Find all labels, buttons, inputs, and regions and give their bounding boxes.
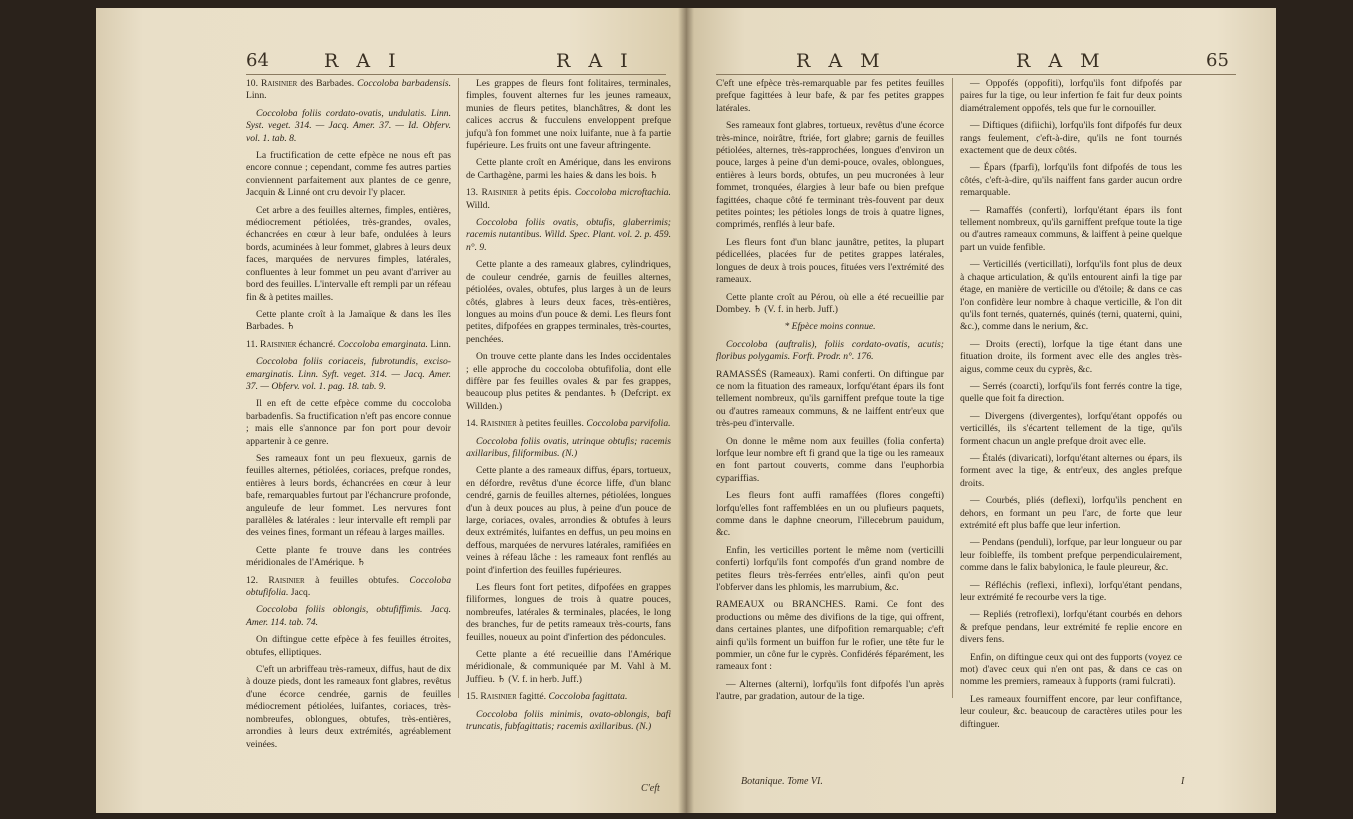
article-start: RAMEAUX ou BRANCHES. Rami. Ce font des productions ou même des divifions de la tige, qui offrent, dans certaines plantes, une difpofition remarquable; c'eft ainfi qu'ils forment un buiffon fur le rofier, une tête fur le pommier, un cône fur le cyprès. Confidérés féparément, les rameaux font : — [716, 599, 944, 673]
paragraph: — Oppofés (oppofiti), lorfqu'ils font difpofés par paires fur la tige, ou leur infertion fe fait fur deux points diamétralement oppofés, tels que fur le cornouiller. — [960, 78, 1182, 114]
paragraph: Les grappes de fleurs font folitaires, terminales, fimples, fouvent alternes fur les jeunes rameaux, munies de fleurs petites, blanchâtres, & dont les calices accrus & fucculens enveloppent prefque jufqu'à fon fommet une noix luifante, nue à fa partie fupérieure. Les fruits ont une faveur aftringente. — [466, 78, 671, 152]
column-rule — [458, 78, 459, 698]
synonymy: Coccoloba foliis minimis, ovato-oblongis, bafi truncatis, fubfagittatis; racemis axillaribus. (N.) — [466, 708, 671, 733]
synonymy: Coccoloba foliis coriaceis, fubrotundis, exciso-emarginatis. Linn. Syft. veget. 314. — Jacq. Amer. 37. — Obferv. vol. 1. pag. 18. tab. 9. — [246, 356, 451, 392]
paragraph: Enfin, les verticilles portent le même nom (verticilli conferti) lorfqu'ils font compofés d'un grand nombre de petites fleurs très-ferrées entr'elles, ainfi qu'on peut l'obferver dans les phlomis, les marrubium, &c. — [716, 544, 944, 594]
entry-tail: Jacq. — [290, 587, 311, 599]
entry-rest: à feuilles obtufes. — [315, 574, 400, 586]
entry-latin: Coccoloba emarginata. — [337, 338, 428, 350]
entry-latin: Coccoloba fagittata. — [548, 691, 628, 703]
page-number: 64 — [246, 50, 269, 71]
species-entry — [246, 575, 451, 600]
right-page — [686, 8, 1276, 813]
synonymy: Coccoloba foliis oblongis, obtufiffimis. Jacq. Amer. 114. tab. 74. — [246, 604, 451, 628]
paragraph: Les rameaux fourniffent encore, par leur confiftance, leur couleur, &c. beaucoup de caractères utiles pour les diftinguer. — [960, 693, 1182, 730]
paragraph: — Réfléchis (reflexi, inflexi), lorfqu'étant pendans, leur extrémité fe recourbe vers la tige. — [960, 579, 1182, 604]
species-entry — [466, 691, 671, 703]
paragraph: — Épars (fparfi), lorfqu'ils font difpofés de tous les côtés, c'eft-à-dire, qu'ils naiffent fans garder aucun ordre remarquable. — [960, 162, 1182, 199]
entry-num: 12. — [246, 574, 258, 586]
synonymy: Coccoloba foliis cordato-ovatis, undulatis. Linn. Syst. veget. 314. — Jacq. Amer. 37. — Id. Obferv. vol. 1. tab. 8. — [246, 107, 451, 144]
column-rule — [952, 78, 953, 698]
entry-latin: Coccoloba microftachia. — [574, 187, 671, 199]
catchword: C'eft — [641, 783, 660, 794]
paragraph: Cette plante a des rameaux diffus, épars, tortueux, en défordre, revêtus d'une écorce liffe, d'un blanc cendré, garnis de feuilles alternes, pétiolées, longues d'un à deux pouces au plus, à peine d'un pouce de large, coriaces, ovales, arrondies & obtufes à leurs deux extrémités, luifantes en deffus, un peu moins en deffous, marquées de nervures latérales, ramifiées en veines à réfeau lâche : les rameaux font renflés au point d'infertion des feuilles fupérieures. — [466, 465, 671, 576]
entry-num: 11. — [246, 338, 258, 350]
paragraph: Les fleurs font fort petites, difpofées en grappes filiformes, longues de trois à quatre pouces, nombreufes, latérales & terminales, placées, le long des branches, fur de petits rameaux très-courts, fans feuilles, noueux au point d'infertion des pédoncules. — [466, 582, 671, 643]
species-entry — [466, 418, 671, 430]
entry-tail: Linn. — [246, 90, 267, 102]
text-column — [246, 78, 451, 756]
paragraph: Enfin, on diftingue ceux qui ont des fupports (voyez ce mot) d'avec ceux qui n'en ont pas, & dans ce cas on nomme les premiers, rameaux à fupports (rami fulcrati). — [960, 651, 1182, 688]
paragraph: Cette plante a été recueillie dans l'Amérique méridionale, & communiquée par M. Vahl à M. Juffieu. ♄ (V. f. in herb. Juff.) — [466, 649, 671, 685]
entry-num: 10. — [246, 78, 258, 89]
header-rule — [246, 74, 666, 75]
entry-name: Raisinier — [268, 574, 305, 586]
entry-rest: fagitté. — [519, 691, 547, 703]
entry-latin: Coccoloba parvifolia. — [586, 418, 671, 430]
paragraph: La fructification de cette efpèce ne nous eft pas encore connue ; cependant, comme fes autres parties conviennent parfaitement aux plantes de ce genre, Jacquin & Linné ont cru devoir l'y placer. — [246, 150, 451, 199]
footer-signature: Botanique. Tome VI. — [741, 776, 823, 787]
book-gutter — [678, 8, 694, 813]
paragraph: Ses rameaux font un peu flexueux, garnis de feuilles alternes, pétiolées, coriaces, prefque rondes, entières à leurs bords, échancrées en cœur à leur bafe, remarquables furtout par l'échancrure profonde, anguleufe de leur fommet. Les nervures font parallèles & latérales : leur intervalle eft rempli par des veines fines, formant un réfeau à larges mailles. — [246, 452, 451, 539]
entry-num: 15. — [466, 691, 478, 703]
paragraph: Les fleurs font auffi ramaffées (flores congefti) lorfqu'elles font raffemblées en un ou plufieurs paquets, comme dans le daphne cneorum, l'illecebrum pauidum, &c. — [716, 490, 944, 539]
paragraph: Ses rameaux font glabres, tortueux, revêtus d'une écorce très-mince, noirâtre, ftriée, fort glabre; garnis de feuilles pétiolées, alternes, très-rapprochées, longues d'environ un pouce, larges à peine d'un demi-pouce, ovales, oblongues, entières à leurs bords, obtufes, un peu mucronées à leur fommet, tronquées, élargies à leur bafe ou bien prefque fagittées, chaque côté fe terminant très-fouvent par deux petites pointes; les pétioles longs de trois à quatre lignes, comprimés, renflés à leur bafe. — [716, 120, 944, 231]
running-head: R A I — [556, 50, 634, 72]
text-column — [466, 78, 671, 739]
synonymy: Coccoloba foliis ovatis, obtufis, glaberrimis; racemis nutantibus. Willd. Spec. Plant. vol. 2. p. 459. n°. 9. — [466, 217, 671, 253]
paragraph: Les fleurs font d'un blanc jaunâtre, petites, la plupart pédicellées, placées fur de petites grappes latérales, longues de deux à trois pouces, fituées vers l'extrémité des rameaux. — [716, 236, 944, 286]
entry-num: 14. — [466, 418, 478, 430]
species-entry — [466, 187, 671, 212]
running-head: R A M — [1016, 50, 1106, 72]
entry-latin: Coccoloba barbadensis. — [357, 78, 451, 89]
paragraph: On trouve cette plante dans les Indes occidentales ; elle approche du coccoloba obtufifolia, dont elle diffère par fes feuilles ovales & par fes grappes, beaucoup plus petites & pendantes. ♄ (Defcript. ex Willden.) — [466, 351, 671, 412]
paragraph: On donne le même nom aux feuilles (folia conferta) lorfque leur nombre eft fi grand que la tige ou les rameaux en font partout couverts, comme dans l'euphorbia cypariffias. — [716, 435, 944, 484]
section-note: * Efpèce moins connue. — [784, 321, 876, 333]
entry-rest: des Barbades. — [300, 78, 355, 89]
paragraph: Cette plante croît au Pérou, où elle a été recueillie par Dombey. ♄ (V. f. in herb. Juff.) — [716, 291, 944, 315]
paragraph: — Alternes (alterni), lorfqu'ils font difpofés l'un après l'autre, par gradation, autour de la tige. — [716, 678, 944, 703]
article-start: RAMASSÉS (Rameaux). Rami conferti. On diftingue par ce nom la fituation des rameaux, lorfqu'étant épars ils font tellement nombreux, qu'ils garniffent prefque toute la tige ou d'autres rameaux communs, & ne laiffent entr'eux que très-peu d'intervalle. — [716, 368, 944, 430]
text-column — [716, 78, 944, 709]
paragraph: — Droits (erecti), lorfque la tige étant dans une fituation droite, ils forment avec elle des angles très-aigus, comme ceux du cyprès, &c. — [960, 338, 1182, 375]
paragraph: Cette plante a des rameaux glabres, cylindriques, de couleur cendrée, garnis de feuilles alternes, pétiolées, ovales, obtufes, plus larges à un de leurs côtés, glabres à leurs deux faces, très-entières, longues au moins d'un pouce & demi. Les fleurs font petites, difpofées en grappes terminales, très-courtes, penchées. — [466, 259, 671, 345]
entry-rest: à petits épis. — [521, 187, 572, 199]
paragraph: Cet arbre a des feuilles alternes, fimples, entières, médiocrement pétiolées, très-grandes, ovales, échancrées en cœur à leur bafe, ondulées à leurs bords, acuminées à leur fommet, glabres à leurs deux faces, marquées de nervures fimples, latérales, confluentes à leur fommet un peu avant d'arriver au bord des feuilles. L'intervalle eft rempli par un réfeau fin & à petites mailles. — [246, 204, 451, 303]
paragraph: — Étalés (divaricati), lorfqu'étant alternes ou épars, ils forment avec la tige, & entr'eux, des angles prefque droits. — [960, 452, 1182, 489]
entry-name: Raisinier — [480, 418, 517, 430]
entry-name: Raisinier — [260, 78, 298, 89]
entry-name: Raisinier — [480, 691, 517, 703]
paragraph: — Repliés (retroflexi), lorfqu'étant courbés en dehors & prefque pendans, leur extrémité fe replie encore en divers fens. — [960, 609, 1182, 646]
paragraph: — Ramaffés (conferti), lorfqu'étant épars ils font tellement nombreux, qu'ils garniffent prefque toute la tige ou d'autres rameaux communs, & laiffent à peine quelque part un vuide fenfible. — [960, 204, 1182, 253]
synonymy: Coccoloba foliis ovatis, utrinque obtufis; racemis axillaribus, filiformibus. (N.) — [466, 435, 671, 459]
open-book — [96, 8, 1276, 813]
paragraph: Cette plante croît à la Jamaïque & dans les îles Barbades. ♄ — [246, 308, 451, 333]
header-rule — [716, 74, 1236, 75]
page-number: 65 — [1206, 50, 1229, 71]
entry-tail: Willd. — [466, 199, 490, 211]
paragraph: — Serrés (coarcti), lorfqu'ils font ferrés contre la tige, quelle que foit fa direction. — [960, 380, 1182, 405]
left-page — [96, 8, 686, 813]
entry-tail: Linn. — [430, 338, 451, 350]
running-head: R A M — [796, 50, 886, 72]
paragraph: Cette plante fe trouve dans les contrées méridionales de l'Amérique. ♄ — [246, 544, 451, 569]
paragraph: — Divergens (divergentes), lorfqu'étant oppofés ou verticillés, ils s'écartent tellement de la tige, qu'ils forment chacun un angle prefque droit avec elle. — [960, 410, 1182, 447]
signature-mark: I — [1181, 776, 1185, 787]
entry-num: 13. — [466, 187, 478, 199]
paragraph: — Pendans (penduli), lorfque, par leur longueur ou par leur foibleffe, ils tombent prefque perpendiculairement, comme dans le falix babylonica, le faule pleureur, &c. — [960, 537, 1182, 574]
species-entry — [246, 78, 451, 103]
entry-name: Raisinier — [260, 338, 297, 350]
paragraph: C'eft un arbriffeau très-rameux, diffus, haut de dix à douze pieds, dont les rameaux font glabres, revêtus d'une écorce cendrée, garnis de feuilles médiocrement pétiolées, luifantes, coriaces, très-nombreufes, oblongues, obtufes, très-entières, arrondies à leurs deux extrémités, agréablement veinées. — [246, 664, 451, 750]
entry-rest: à petites feuilles. — [519, 418, 584, 430]
entry-rest: échancré. — [298, 338, 336, 350]
paragraph: Il en eft de cette efpèce comme du coccoloba barbadenfis. Sa fructification n'eft pas encore connue ; mais elle s'annonce par fon port pour devoir appartenir à ce genre. — [246, 398, 451, 447]
paragraph: Cette plante croît en Amérique, dans les environs de Carthagène, parmi les haies & dans les bois. ♄ — [466, 157, 671, 181]
paragraph: On diftingue cette efpèce à fes feuilles étroites, obtufes, elliptiques. — [246, 634, 451, 658]
article-start: C'eft une efpèce très-remarquable par fes petites feuilles prefque fagittées à leur bafe, & par fes petites grappes latérales. — [716, 78, 944, 114]
synonymy: Coccoloba (auftralis), foliis cordato-ovatis, acutis; floribus polygamis. Forft. Prodr. n°. 176. — [716, 338, 944, 363]
entry-name: Raisinier — [481, 187, 518, 199]
text-column — [960, 78, 1182, 736]
paragraph: — Diftiques (difiichi), lorfqu'ils font difpofés fur deux rangs feulement, c'eft-à-dire, qu'ils ne font tournés exactement que de deux côtés. — [960, 120, 1182, 157]
running-head: R A I — [324, 50, 402, 72]
species-entry — [246, 339, 451, 351]
paragraph: — Verticillés (verticillati), lorfqu'ils font plus de deux à chaque articulation, & qu'ils entourent ainfi la tige par étage, en manière de verticille ou d'étoile; & dans ce cas l'on confidère leur nombre à chaque verticille, & l'on dit qu'ils font ternés, quaternés, quinés (terni, quaterni, quini, &c.), comme dans le nerium, &c. — [960, 259, 1182, 333]
paragraph: — Courbés, pliés (deflexi), lorfqu'ils penchent en dehors, en formant un peu l'arc, de forte que leur extrémité eft plus baffe que leur infertion. — [960, 495, 1182, 531]
entry-latin: Coccoloba obtufifolia. — [246, 574, 451, 599]
